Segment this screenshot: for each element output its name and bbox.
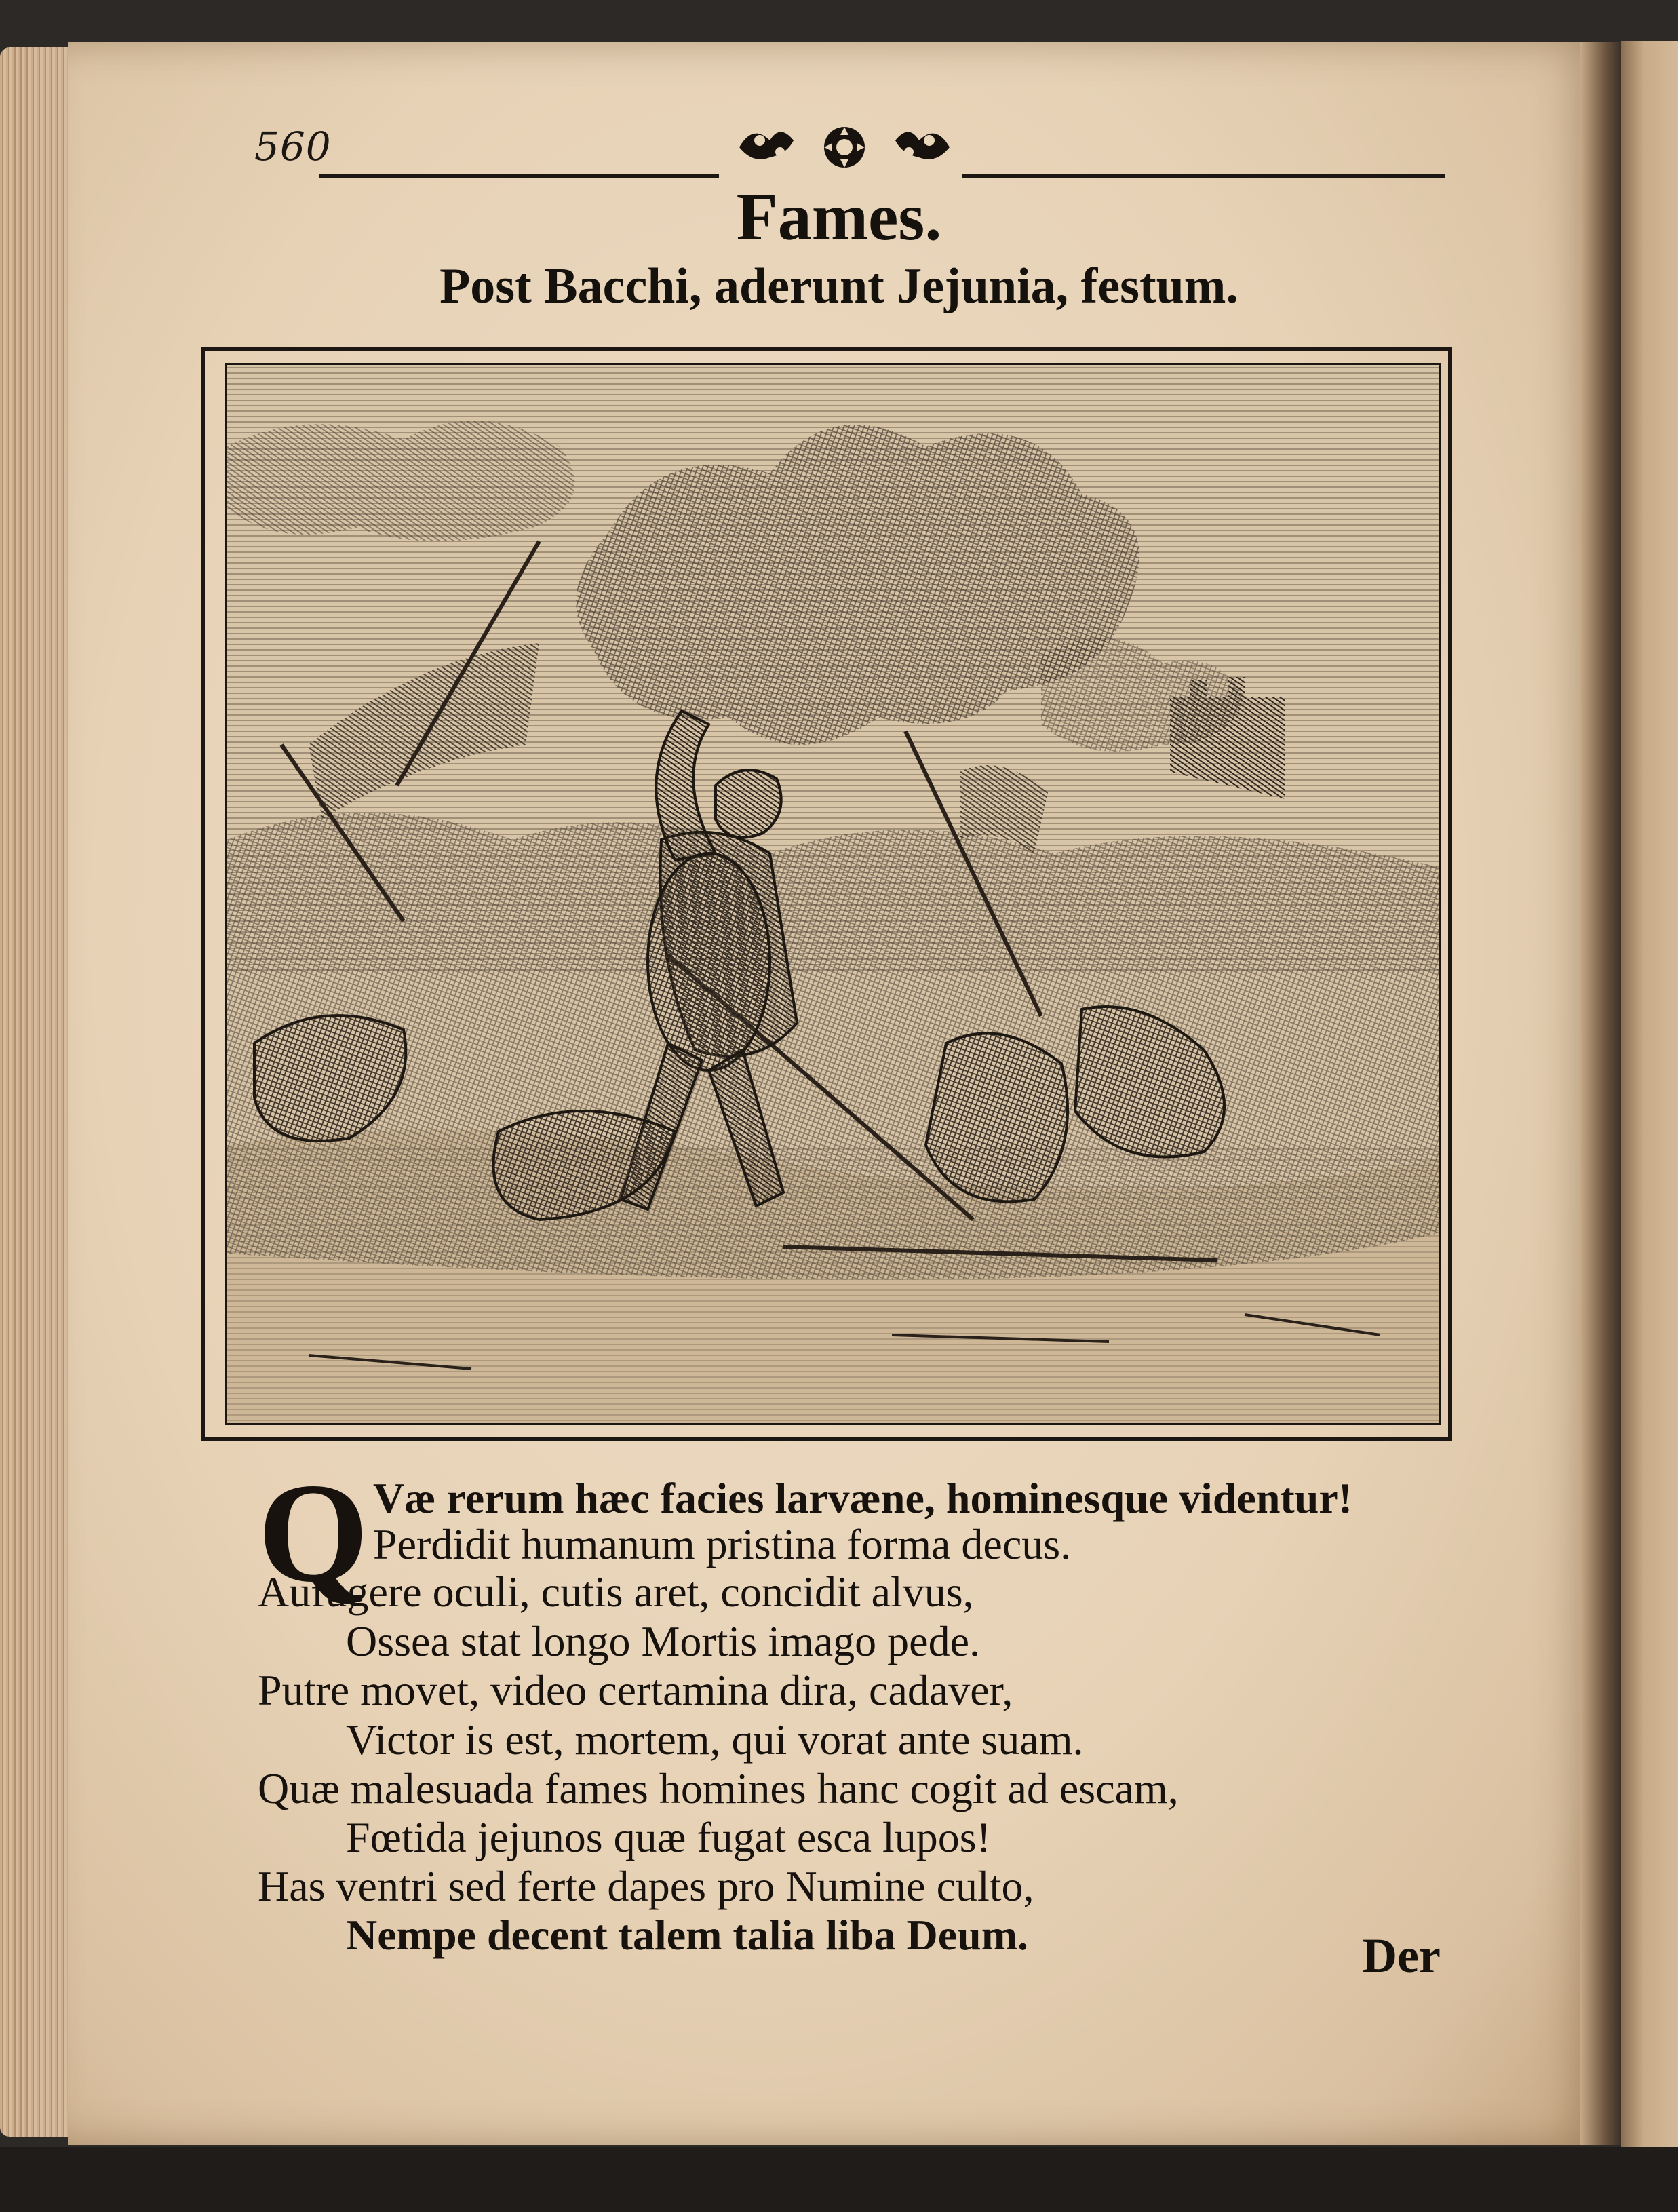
header-ornament-icon (733, 117, 956, 178)
poem-line: Has ventri sed ferte dapes pro Numine culto, (258, 1862, 1034, 1910)
poem-line: Perdidit humanum pristina forma decus. (373, 1520, 1072, 1568)
book-gutter (1580, 42, 1621, 2145)
battle-scene-image (227, 365, 1439, 1423)
poem-line: Væ rerum hæc facies larvæne, hominesque videntur! (373, 1474, 1353, 1522)
poem-line: Putre movet, video certamina dira, cadaver, (258, 1666, 1013, 1714)
poem-line: Aufugere oculi, cutis aret, concidit alvus, (258, 1568, 974, 1616)
page-edges (0, 47, 75, 2137)
facing-page-edge (1621, 41, 1678, 2150)
poem-line: Victor is est, mortem, qui vorat ante suam. (346, 1715, 1084, 1764)
drop-cap: Q (258, 1454, 369, 1612)
page-motto: Post Bacchi, aderunt Jejunia, festum. (440, 258, 1238, 314)
page-number: 560 (254, 123, 332, 170)
background-shadow (0, 2147, 1678, 2212)
poem-line: Nempe decent talem talia liba Deum. (346, 1911, 1029, 1959)
page-title: Fames. (736, 179, 942, 254)
catchword: Der (1362, 1928, 1441, 1983)
battle-engraving-illustration (225, 363, 1441, 1425)
poem-line: Fœtida jejunos quæ fugat esca lupos! (346, 1813, 991, 1861)
poem-line: Ossea stat longo Mortis imago pede. (346, 1617, 980, 1665)
poem-line: Quæ malesuada fames homines hanc cogit ad escam, (258, 1764, 1179, 1812)
